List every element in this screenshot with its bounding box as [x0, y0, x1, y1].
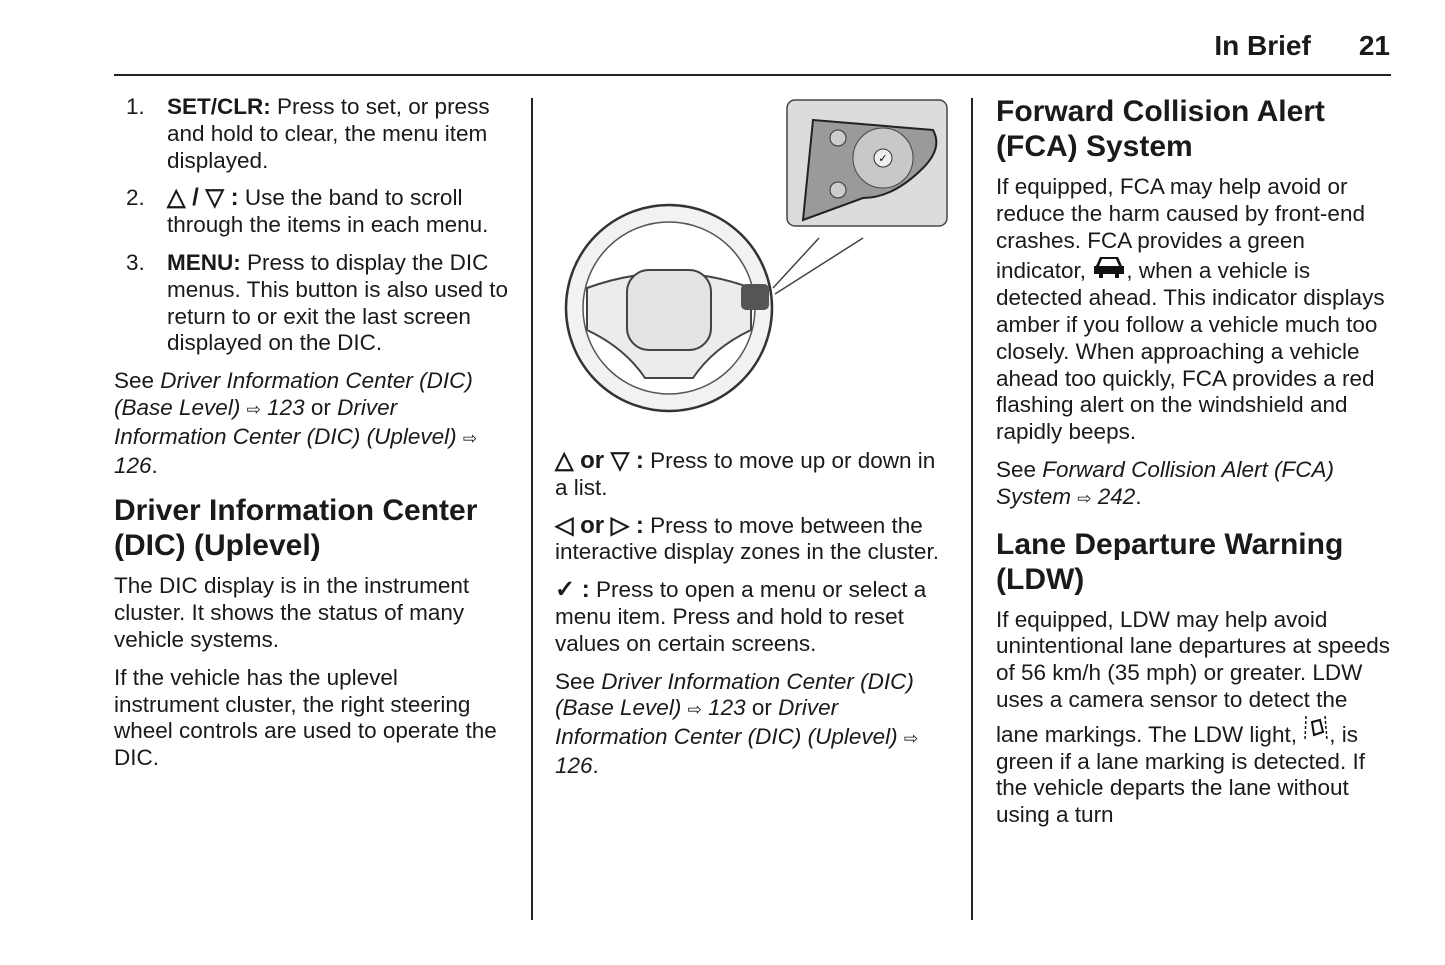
item-label: MENU:: [167, 249, 241, 275]
cross-reference: [996, 457, 1391, 513]
item-text: Press to display the DIC menus. This button is also used to return to or exit the last screen displayed on the DIC.: [167, 249, 509, 356]
link[interactable]: Driver Information Center (DIC) (Base Level): [114, 368, 473, 420]
item-label: SET/CLR:: [167, 94, 271, 119]
paragraph: [996, 607, 1391, 829]
middle-column: [555, 448, 950, 791]
text: .: [1135, 483, 1142, 509]
control-description: [555, 577, 950, 657]
steering-wheel-icon: [566, 205, 772, 411]
text: , when a vehicle is detected ahead. This indicator displays amber if you follow a vehicle much too closely. When approaching a vehicle ahead too quickly, FCA provides a red flashing alert on the windshield and rapidly beeps.: [996, 258, 1385, 445]
page-arrow-icon: ⇨: [903, 729, 919, 749]
page-arrow-icon: ⇨: [687, 700, 702, 720]
up-down-arrows-icon: △ or ▽ :: [555, 447, 644, 474]
list-item: [114, 250, 509, 357]
item-label: △ / ▽ :: [167, 184, 239, 212]
page-link[interactable]: 126: [114, 452, 152, 478]
text: See: [114, 368, 161, 394]
section-heading: Driver Information Center (DIC) (Uplevel): [114, 494, 478, 563]
item-number: 2.: [126, 185, 145, 211]
left-right-arrows-icon: ◁ or ▷ :: [555, 511, 644, 539]
section-title: In Brief: [1214, 30, 1311, 61]
item-number: 3.: [126, 249, 145, 275]
steering-wheel-controls-illustration: [563, 98, 953, 413]
list-item: [114, 94, 509, 174]
page-arrow-icon: ⇨: [1077, 488, 1092, 508]
page-link[interactable]: 123: [701, 695, 746, 721]
lane-departure-warning-icon: [1303, 714, 1329, 742]
right-column: [996, 80, 1391, 840]
section-heading: Forward Collision Alert (FCA) System: [996, 95, 1325, 163]
paragraph: [996, 174, 1391, 446]
text: Press to open a menu or select a menu item. Press and hold to reset values on certain screens.: [555, 577, 927, 656]
text: Press to move up or down in a list.: [555, 448, 936, 500]
vehicle-ahead-indicator-icon: [1092, 254, 1126, 278]
text: Press to move between the interactive display zones in the cluster.: [555, 512, 939, 565]
page-arrow-icon: ⇨: [246, 399, 261, 419]
text: .: [151, 452, 158, 478]
page-arrow-icon: ⇨: [462, 428, 478, 448]
text: See: [996, 456, 1043, 482]
paragraph: If the vehicle has the uplevel instrument cluster, the right steering wheel controls are used to operate the DIC.: [114, 664, 497, 771]
page-number: 21: [1358, 30, 1390, 61]
control-description: [555, 448, 950, 502]
text: .: [592, 752, 599, 778]
cross-reference: [555, 669, 950, 780]
text: If equipped, LDW may help avoid unintentional lane departures at speeds of 56 km/h (35 mph) or greater. LDW uses a camera sensor to detect the lane markings. The LDW light,: [996, 606, 1391, 747]
link[interactable]: Forward Collision Alert (FCA) System: [996, 456, 1335, 509]
svg-text:✓: ✓: [878, 153, 888, 165]
header-rule: [114, 74, 1391, 76]
cross-reference: [114, 368, 509, 479]
page-link[interactable]: 126: [555, 752, 593, 778]
paragraph: The DIC display is in the instrument cluster. It shows the status of many vehicle systems.: [114, 573, 470, 652]
page-link[interactable]: 123: [260, 394, 305, 420]
text: If equipped, FCA may help avoid or reduce the harm caused by front-end crashes. FCA provides a green indicator,: [996, 174, 1365, 284]
page-header: [1214, 30, 1390, 62]
list-item: [114, 185, 509, 239]
left-column: [114, 94, 509, 783]
section-heading: Lane Departure Warning (LDW): [996, 527, 1344, 596]
item-text: Press to set, or press and hold to clear, the menu item displayed.: [167, 94, 490, 173]
text: or: [304, 394, 338, 420]
link[interactable]: Driver Information Center (DIC) (Uplevel): [114, 394, 457, 449]
link[interactable]: Driver Information Center (DIC) (Base Level): [555, 668, 914, 721]
text: or: [745, 695, 779, 721]
text: , is green if a lane marking is detected. If the vehicle departs the lane without using a turn: [996, 721, 1365, 828]
item-number: 1.: [126, 94, 145, 119]
control-description: [555, 513, 950, 567]
link[interactable]: Driver Information Center (DIC) (Uplevel): [555, 695, 898, 750]
text: See: [555, 668, 602, 694]
page-link[interactable]: 242: [1091, 483, 1136, 509]
checkmark-icon: ✓ :: [555, 576, 590, 604]
column-divider: [971, 98, 973, 920]
item-text: Use the band to scroll through the items in each menu.: [167, 185, 489, 238]
column-divider: [531, 98, 533, 920]
